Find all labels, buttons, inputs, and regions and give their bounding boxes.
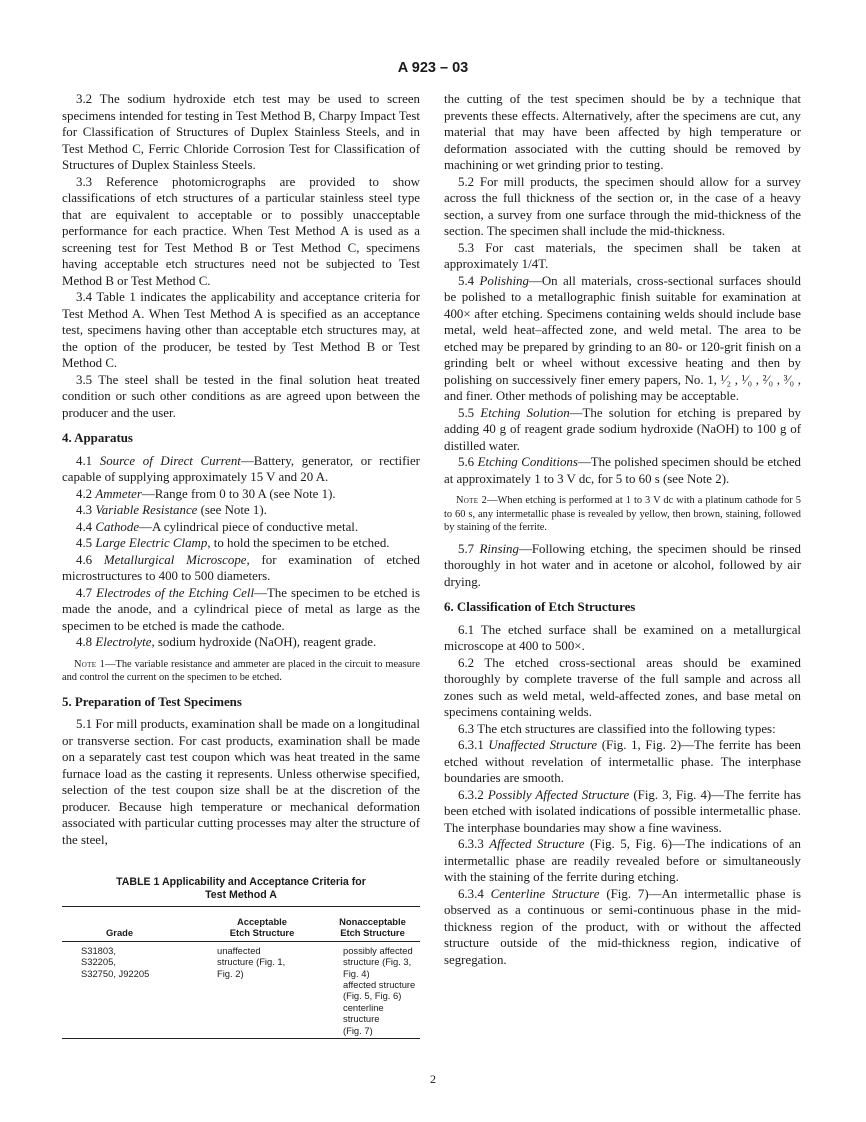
- paragraph-3-5: 3.5 The steel shall be tested in the final solution heat treated condition or such other conditions as are agreed upon between the producer and the user.: [62, 372, 420, 420]
- item-number: 6.3.3: [458, 837, 484, 851]
- table-caption-line-1: TABLE 1 Applicability and Acceptance Criteria for: [116, 876, 366, 888]
- item-term: Variable Resistance: [95, 503, 198, 517]
- item-term: Polishing: [479, 273, 529, 288]
- note-text: —The variable resistance and ammeter are placed in the circuit to measure and control the current on the specimen to be etched.: [62, 658, 420, 683]
- item-text: —Battery, generator, or rectifier capable of supplying approximately 15 V and 20 A.: [62, 453, 420, 484]
- section-heading-preparation: 5. Preparation of Test Specimens: [62, 694, 242, 709]
- paragraph-5-1: 5.1 For mill products, examination shall be made on a longitudinal or transverse section. For cast products, examination shall be made on a separately cast test coupon which was heat treated in the same furnace load as the casting it represents. Unless otherwise specified, selection of the test coupon size shall be at the discretion of the producer. Because high temperature or mechanical deformation associated with particular cutting processes may alter the structure of the steel,: [62, 717, 420, 847]
- note-label: Note 1: [74, 658, 106, 670]
- item-number: 4.5: [76, 536, 93, 550]
- item-number: 4.8: [76, 635, 93, 649]
- item-term: Possibly Affected Structure: [487, 787, 630, 802]
- item-text: —The polished specimen should be etched at approximately 1 to 3 V dc, for 5 to 60 s (see Note 2).: [444, 455, 801, 486]
- item-term: Rinsing: [479, 541, 519, 556]
- paragraph-4-5: [62, 535, 420, 552]
- item-text: —The specimen to be etched is made the anode, and a cylindrical piece of metal as large as the specimen to be etched is made the cathode.: [62, 585, 420, 633]
- item-number: 4.7: [76, 585, 93, 600]
- item-text: —A cylindrical piece of conductive metal.: [139, 519, 359, 534]
- paragraph-6-3: 6.3 The etch structures are classified into the following types:: [458, 721, 776, 736]
- item-number: 5.4: [458, 273, 475, 288]
- section-heading-apparatus: 4. Apparatus: [62, 431, 133, 445]
- item-term: Centerline Structure: [490, 886, 600, 901]
- item-number: 4.6: [76, 552, 93, 567]
- item-number: 5.6: [458, 455, 475, 469]
- item-text: —Following etching, the specimen should be rinsed thoroughly in hot water and in acetone or alcohol, followed by air drying.: [444, 541, 801, 589]
- paragraph-6-3-2: [444, 787, 801, 837]
- paragraph-4-4: [62, 519, 420, 536]
- paragraph-4-8: [62, 634, 420, 651]
- item-text: —The solution for etching is prepared by adding 40 g of reagent grade sodium hydroxide (NaOH) to 100 g of distilled water.: [444, 405, 802, 453]
- item-term: Etching Conditions: [477, 455, 578, 469]
- paragraph-5-4: [444, 273, 801, 405]
- item-number: 4.4: [76, 519, 93, 534]
- right-column: [444, 91, 801, 968]
- table-row: [62, 941, 420, 1038]
- item-term: Large Electric Clamp: [95, 536, 208, 550]
- paragraph-3-4: 3.4 Table 1 indicates the applicability and acceptance criteria for Test Method A. When Test Method A is specified as an acceptance test, specimens having other than acceptable etch structures may, at the option of the producer, be tested by Test Method B or Test Method C.: [62, 290, 420, 370]
- header-acceptable: Acceptable Etch Structure: [229, 916, 295, 939]
- acceptance-criteria-table: [62, 906, 420, 1039]
- paragraph-6-3-1: [444, 737, 801, 787]
- table-caption-line-2: Test Method A: [205, 889, 277, 901]
- item-text: , sodium hydroxide (NaOH), reagent grade.: [151, 635, 377, 649]
- item-term: Cathode: [95, 519, 140, 534]
- item-term: Unaffected Structure: [488, 738, 598, 752]
- table-caption: [62, 876, 420, 902]
- paragraph-5-6: [444, 454, 801, 487]
- note-1: [62, 658, 420, 685]
- cell-nonacceptable: possibly affected structure (Fig. 3, Fig. 4) affected structure (Fig. 5, Fig. 6) centerline structure (Fig. 7): [343, 944, 416, 1036]
- item-text: (see Note 1).: [197, 503, 267, 517]
- paragraph-5-7: [444, 541, 801, 591]
- item-term: Etching Solution: [480, 405, 570, 420]
- item-text: —On all materials, cross-sectional surfaces should be polished to a metallographic finish suitable for examination at 400× after etching. Specimens containing welds should include base metal, weld heat–affected zone, and weld metal. The area to be etched may be prepared by grinding to an 80- or 120-grit finish on a grinding belt or wheel without excessive heating and then by polishing on successively finer emery papers, No. 1, ¹⁄₂ , ¹⁄₀ , ²⁄₀ , ³⁄₀ , and finer. Other methods of polishing may be acceptable.: [444, 273, 801, 403]
- left-column: [62, 91, 420, 848]
- paragraph-6-3-4: [444, 886, 801, 969]
- item-number: 5.5: [458, 405, 475, 420]
- item-number: 6.3.1: [458, 738, 484, 752]
- item-number: 6.3.2: [458, 787, 484, 802]
- item-number: 4.3: [76, 503, 93, 517]
- item-number: 4.1: [76, 453, 93, 468]
- paragraph-6-3-3: [444, 836, 801, 886]
- note-text: —When etching is performed at 1 to 3 V dc with a platinum cathode for 5 to 60 s, any intermetallic phase is revealed by yellow, then brown, staining, followed by staining of the ferrite.: [444, 495, 801, 533]
- paragraph-3-2: 3.2 The sodium hydroxide etch test may be used to screen specimens intended for testing in Test Method B, Charpy Impact Test for Classification of Structures of Duplex Stainless Steels, and in Test Method C, Ferric Chloride Corrosion Test for Classification of Structures of Duplex Stainless Steels.: [62, 92, 420, 172]
- item-term: Metallurgical Microscope: [103, 552, 247, 567]
- paragraph-5-1-continued: the cutting of the test specimen should be by a technique that prevents these effects. Alternatively, after the specimens are cut, any material that may have been affected by high temperature or deformation associated with the cutting should be removed by machining or wet grinding prior to testing.: [444, 92, 801, 172]
- note-label: Note 2: [456, 495, 488, 506]
- item-text: (Fig. 5, Fig. 6)—The indications of an intermetallic phase are readily revealed before or simultaneously with the staining of the ferrite during etching.: [444, 837, 801, 884]
- header-grade: Grade: [106, 927, 134, 939]
- paragraph-4-7: [62, 585, 420, 635]
- item-number: 6.3.4: [458, 886, 484, 901]
- paragraph-3-3: 3.3 Reference photomicrographs are provided to show classifications of etch structures of a particular stainless steel type that are equivalent to acceptable or to possibly unacceptable performance for each practice. When Test Method A is used as a screening test for Test Method B or Test Method C, specimens having acceptable etch structures need not be subjected to Test Method B or Test Method C.: [62, 174, 420, 288]
- item-text: (Fig. 1, Fig. 2)—The ferrite has been etched without revelation of intermetallic phase. The interphase boundaries are smooth.: [444, 738, 801, 785]
- document-designation: A 923 – 03: [397, 60, 469, 76]
- item-text: , to hold the specimen to be etched.: [207, 536, 390, 550]
- page-number: 2: [430, 1072, 436, 1086]
- paragraph-6-1: 6.1 The etched surface shall be examined on a metallurgical microscope at 400 to 500×.: [444, 622, 801, 653]
- paragraph-4-2: [62, 486, 420, 503]
- cell-acceptable: unaffected structure (Fig. 1, Fig. 2): [217, 944, 286, 979]
- note-2: [444, 494, 801, 535]
- cell-grade: S31803, S32205, S32750, J92205: [81, 944, 150, 979]
- section-heading-classification: 6. Classification of Etch Structures: [444, 600, 636, 614]
- table-header-row: [62, 907, 420, 942]
- header-nonacceptable: Nonacceptable Etch Structure: [339, 916, 406, 939]
- paragraph-4-6: [62, 552, 420, 585]
- item-term: Source of Direct Current: [99, 453, 241, 468]
- item-term: Electrodes of the Etching Cell: [96, 585, 255, 600]
- item-term: Electrolyte: [95, 635, 152, 649]
- item-term: Ammeter: [95, 486, 142, 501]
- paragraph-5-5: [444, 405, 801, 455]
- item-text: (Fig. 7)—An intermetallic phase is observed as a continuous or semi-continuous phase in the mid-thickness region of the product, with or without the affected structure outside of the mid-thickness region, indicative of segregation.: [444, 886, 801, 967]
- paragraph-4-3: [62, 502, 420, 519]
- item-term: Affected Structure: [489, 837, 585, 851]
- paragraph-5-3: 5.3 For cast materials, the specimen shall be taken at approximately 1/4T.: [444, 240, 801, 271]
- item-text: (Fig. 3, Fig. 4)—The ferrite has been etched with isolated indications of possible intermetallic phase. The interphase boundaries may show a fine waviness.: [444, 787, 801, 835]
- item-number: 5.7: [458, 541, 475, 556]
- paragraph-6-2: 6.2 The etched cross-sectional areas should be examined thoroughly by complete traverse of the full sample and across all zones such as weld metal, weld-affected zones, and base metal on specimens containing welds.: [444, 655, 801, 719]
- paragraph-5-2: 5.2 For mill products, the specimen should allow for a survey across the full thickness of the section or, in the case of a heavy section, a survey from one surface through the mid-thickness of the section. The specimen shall include the mid-thickness.: [444, 174, 801, 238]
- paragraph-4-1: [62, 453, 420, 486]
- item-text: , for examination of etched microstructures to 400 to 500 diameters.: [62, 552, 420, 583]
- item-number: 4.2: [76, 486, 93, 501]
- item-text: —Range from 0 to 30 A (see Note 1).: [141, 486, 336, 501]
- table-1: [62, 876, 420, 1039]
